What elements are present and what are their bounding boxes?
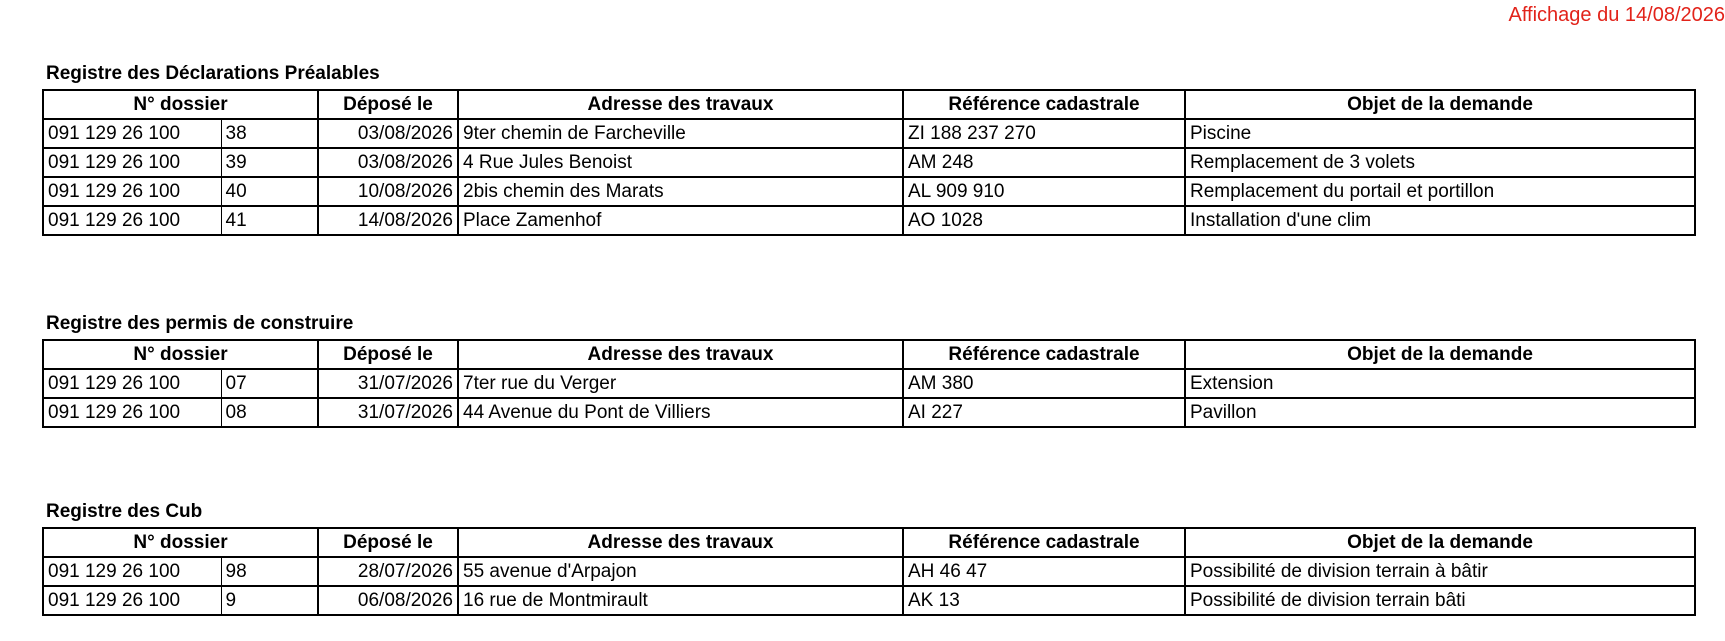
register-table [42, 339, 1696, 428]
dossier-number: 091 129 26 100 [43, 119, 221, 148]
table-row [43, 148, 1695, 177]
date-depot: 03/08/2026 [318, 119, 458, 148]
date-depot: 14/08/2026 [318, 206, 458, 235]
dossier-number: 091 129 26 100 [43, 557, 221, 586]
table-header-row [43, 90, 1695, 119]
adresse-travaux: 16 rue de Montmirault [458, 586, 903, 615]
objet-demande: Remplacement de 3 volets [1185, 148, 1695, 177]
table-header-row [43, 340, 1695, 369]
table-header-row [43, 528, 1695, 557]
reference-cadastrale: AM 248 [903, 148, 1185, 177]
dossier-suffix: 40 [221, 177, 318, 206]
dossier-number: 091 129 26 100 [43, 206, 221, 235]
section-title: Registre des Cub [46, 501, 203, 522]
register-table [42, 89, 1696, 236]
date-depot: 10/08/2026 [318, 177, 458, 206]
date-depot: 03/08/2026 [318, 148, 458, 177]
date-depot: 28/07/2026 [318, 557, 458, 586]
header-adresse: Adresse des travaux [458, 90, 903, 119]
header-dossier: N° dossier [43, 528, 318, 557]
header-depose: Déposé le [318, 528, 458, 557]
header-depose: Déposé le [318, 340, 458, 369]
table-row [43, 586, 1695, 615]
table-row [43, 177, 1695, 206]
dossier-suffix: 07 [221, 369, 318, 398]
dossier-number: 091 129 26 100 [43, 148, 221, 177]
dossier-suffix: 98 [221, 557, 318, 586]
objet-demande: Remplacement du portail et portillon [1185, 177, 1695, 206]
reference-cadastrale: AH 46 47 [903, 557, 1185, 586]
adresse-travaux: 4 Rue Jules Benoist [458, 148, 903, 177]
header-objet: Objet de la demande [1185, 528, 1695, 557]
dossier-number: 091 129 26 100 [43, 586, 221, 615]
dossier-suffix: 38 [221, 119, 318, 148]
adresse-travaux: Place Zamenhof [458, 206, 903, 235]
dossier-suffix: 08 [221, 398, 318, 427]
objet-demande: Pavillon [1185, 398, 1695, 427]
dossier-number: 091 129 26 100 [43, 177, 221, 206]
reference-cadastrale: AL 909 910 [903, 177, 1185, 206]
dossier-suffix: 41 [221, 206, 318, 235]
objet-demande: Possibilité de division terrain à bâtir [1185, 557, 1695, 586]
register-table [42, 527, 1696, 616]
objet-demande: Possibilité de division terrain bâti [1185, 586, 1695, 615]
table-row [43, 369, 1695, 398]
section-cub [42, 500, 1694, 616]
header-adresse: Adresse des travaux [458, 340, 903, 369]
objet-demande: Installation d'une clim [1185, 206, 1695, 235]
header-depose: Déposé le [318, 90, 458, 119]
header-objet: Objet de la demande [1185, 90, 1695, 119]
affichage-date: Affichage du 14/08/2026 [1508, 4, 1725, 26]
reference-cadastrale: AO 1028 [903, 206, 1185, 235]
header-reference: Référence cadastrale [903, 340, 1185, 369]
dossier-number: 091 129 26 100 [43, 369, 221, 398]
table-row [43, 206, 1695, 235]
header-reference: Référence cadastrale [903, 528, 1185, 557]
objet-demande: Piscine [1185, 119, 1695, 148]
date-depot: 06/08/2026 [318, 586, 458, 615]
reference-cadastrale: AI 227 [903, 398, 1185, 427]
reference-cadastrale: AK 13 [903, 586, 1185, 615]
table-row [43, 557, 1695, 586]
header-reference: Référence cadastrale [903, 90, 1185, 119]
section-title: Registre des permis de construire [46, 313, 354, 334]
header-dossier: N° dossier [43, 90, 318, 119]
table-row [43, 119, 1695, 148]
date-depot: 31/07/2026 [318, 398, 458, 427]
dossier-number: 091 129 26 100 [43, 398, 221, 427]
header-dossier: N° dossier [43, 340, 318, 369]
header-adresse: Adresse des travaux [458, 528, 903, 557]
dossier-suffix: 39 [221, 148, 318, 177]
section-permis-construire [42, 312, 1694, 428]
adresse-travaux: 7ter rue du Verger [458, 369, 903, 398]
dossier-suffix: 9 [221, 586, 318, 615]
section-title: Registre des Déclarations Préalables [46, 63, 380, 84]
reference-cadastrale: ZI 188 237 270 [903, 119, 1185, 148]
adresse-travaux: 44 Avenue du Pont de Villiers [458, 398, 903, 427]
adresse-travaux: 2bis chemin des Marats [458, 177, 903, 206]
adresse-travaux: 9ter chemin de Farcheville [458, 119, 903, 148]
reference-cadastrale: AM 380 [903, 369, 1185, 398]
date-depot: 31/07/2026 [318, 369, 458, 398]
table-row [43, 398, 1695, 427]
objet-demande: Extension [1185, 369, 1695, 398]
header-objet: Objet de la demande [1185, 340, 1695, 369]
adresse-travaux: 55 avenue d'Arpajon [458, 557, 903, 586]
section-declarations-prealables [42, 62, 1694, 236]
